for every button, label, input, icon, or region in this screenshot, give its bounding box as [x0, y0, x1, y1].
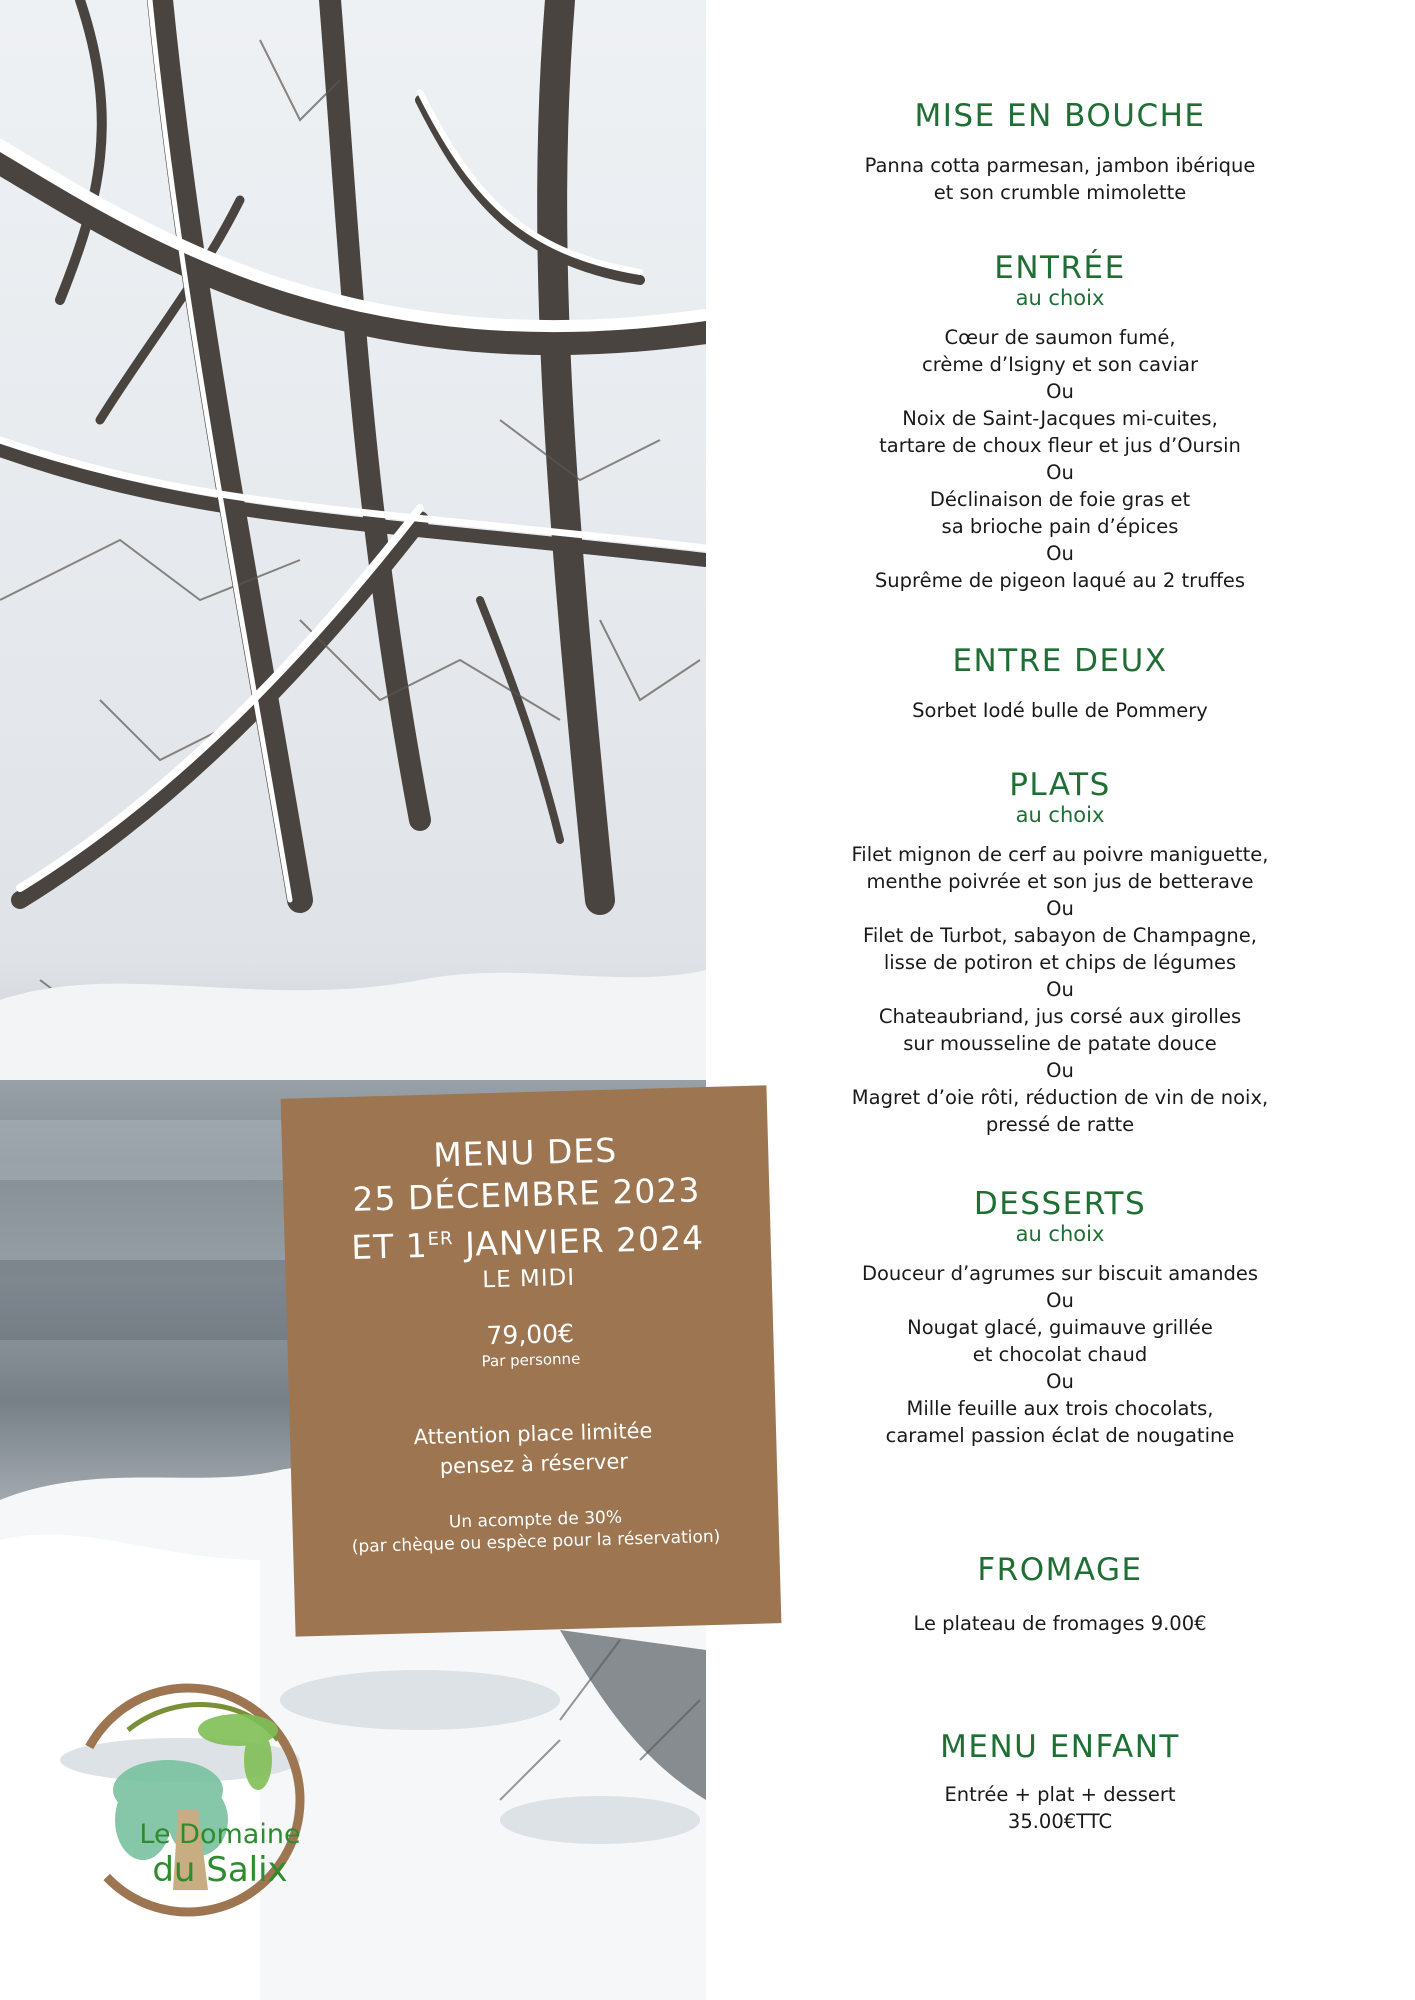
section-title: MENU ENFANT	[940, 1729, 1180, 1765]
section-entree	[780, 250, 1340, 594]
price-per-person: Par personne	[481, 1349, 581, 1371]
logo-line-1: Le Domaine	[139, 1819, 301, 1850]
menu-price: 79,00€	[486, 1318, 575, 1351]
section-title: MISE EN BOUCHE	[914, 98, 1206, 134]
section-lines: Le plateau de fromages 9.00€	[913, 1612, 1207, 1635]
limited-places-warning: Attention place limitée pensez à réserver	[413, 1418, 653, 1479]
section-mise-en-bouche	[780, 98, 1340, 206]
logo-line-2: du Salix	[152, 1850, 288, 1890]
card-title-line-3: ET 1ER JANVIER 2024	[350, 1218, 705, 1267]
section-menu-enfant	[780, 1729, 1340, 1835]
card-title-line-2: 25 DÉCEMBRE 2023	[351, 1170, 701, 1219]
section-title: FROMAGE	[977, 1552, 1143, 1588]
section-subtitle: au choix	[1015, 1222, 1105, 1246]
section-plats	[780, 767, 1340, 1138]
section-subtitle: au choix	[1015, 803, 1105, 827]
section-lines: Sorbet Iodé bulle de Pommery	[912, 699, 1208, 722]
deposit-note: Un acompte de 30% (par chèque ou espèce pour la réservation)	[351, 1507, 721, 1558]
logo-text	[120, 1820, 320, 1890]
menu-info-card	[281, 1085, 782, 1636]
section-subtitle: au choix	[1015, 286, 1105, 310]
section-lines: Cœur de saumon fumé, crème d’Isigny et son caviar Ou Noix de Saint-Jacques mi-cuites, tartare de choux fleur et jus d’Oursin Ou Déclinaison de foie gras et sa brioche pain d’épices Ou Suprême de pigeon laqué au 2 truffes	[874, 326, 1246, 592]
section-entre-deux	[780, 643, 1340, 724]
section-title: DESSERTS	[973, 1186, 1147, 1222]
section-lines: Panna cotta parmesan, jambon ibérique et son crumble mimolette	[864, 154, 1256, 204]
section-lines: Filet mignon de cerf au poivre maniguette, menthe poivrée et son jus de betterave Ou Filet de Turbot, sabayon de Champagne, lisse de potiron et chips de légumes Ou Chateaubriand, jus corsé aux girolles sur mousseline de patate douce Ou Magret d’oie rôti, réduction de vin de noix, pressé de ratte	[851, 843, 1269, 1136]
section-lines: Entrée + plat + dessert 35.00€TTC	[944, 1783, 1176, 1833]
section-title: ENTRÉE	[994, 250, 1126, 286]
card-title-line-4: LE MIDI	[481, 1264, 576, 1294]
section-title: ENTRE DEUX	[952, 643, 1168, 679]
section-lines: Douceur d’agrumes sur biscuit amandes Ou Nougat glacé, guimauve grillée et chocolat chaud Ou Mille feuille aux trois chocolats, caramel passion éclat de nougatine	[861, 1262, 1259, 1447]
section-desserts	[780, 1186, 1340, 1449]
section-title: PLATS	[1009, 767, 1111, 803]
card-title-line-1: MENU DES	[432, 1130, 618, 1175]
section-fromage	[780, 1552, 1340, 1637]
